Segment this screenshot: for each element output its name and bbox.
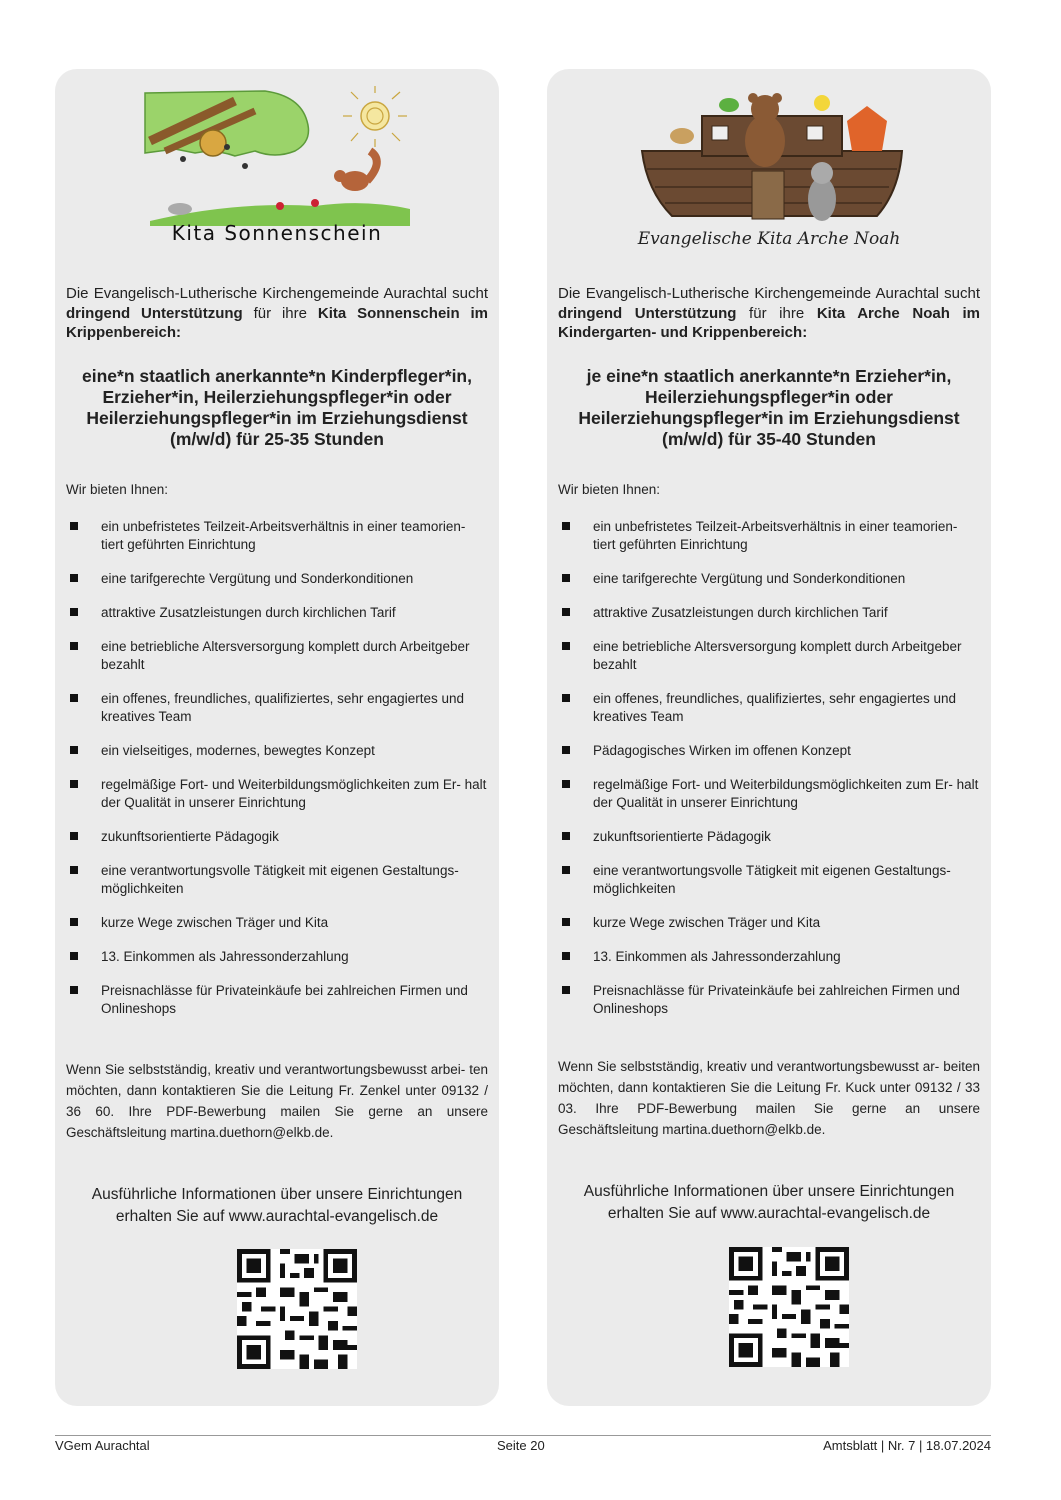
bullet-icon (70, 694, 78, 702)
list-item: Pädagogisches Wirken im offenen Konzept (558, 742, 980, 760)
list-item: eine betriebliche Altersversorgung komplett durch Arbeitgeber bezahlt (558, 638, 980, 674)
qr-code-icon[interactable] (729, 1247, 849, 1367)
bullet-icon (70, 642, 78, 650)
bullet-icon (70, 522, 78, 530)
bullet-icon (70, 866, 78, 874)
offer-intro: Wir bieten Ihnen: (66, 482, 169, 497)
list-item: kurze Wege zwischen Träger und Kita (558, 914, 980, 932)
list-item: eine verantwortungsvolle Tätigkeit mit eigenen Gestaltungs- möglichkeiten (558, 862, 980, 898)
list-item: regelmäßige Fort- und Weiterbildungsmöglichkeiten zum Er- halt der Qualität in unserer Einrichtung (558, 776, 980, 812)
footer-divider (55, 1435, 991, 1436)
closing-text: Wenn Sie selbstständig, kreativ und verantwortungsbewusst arbei- ten möchten, dann kontaktieren Sie die Leitung Fr. Zenkel unter 09132 / 36 60. Ihre PDF-Bewerbung mailen Sie gerne an unsere Geschäftsleitung martina.duethorn@elkb.de. (66, 1062, 488, 1140)
list-item: ein vielseitiges, modernes, bewegtes Konzept (66, 742, 488, 760)
bullet-icon (70, 952, 78, 960)
bullet-icon (562, 574, 570, 582)
bullet-icon (562, 780, 570, 788)
footer-issue: Amtsblatt | Nr. 7 | 18.07.2024 (823, 1438, 991, 1453)
list-item: eine tarifgerechte Vergütung und Sonderkonditionen (558, 570, 980, 588)
list-item: ein offenes, freundliches, qualifiziertes, sehr engagiertes und kreatives Team (66, 690, 488, 726)
qr-code-icon[interactable] (237, 1249, 357, 1369)
job-ad-kita-arche-noah (547, 69, 991, 1406)
info-text: Ausführliche Informationen über unsere Einrichtungen erhalten Sie auf www.aurachtal-evangelisch.de (583, 1183, 955, 1222)
list-item: eine tarifgerechte Vergütung und Sonderkonditionen (66, 570, 488, 588)
bullet-icon (562, 866, 570, 874)
job-ad-kita-sonnenschein (55, 69, 499, 1406)
offer-intro: Wir bieten Ihnen: (558, 482, 661, 497)
bullet-icon (562, 918, 570, 926)
bullet-icon (70, 574, 78, 582)
list-item: regelmäßige Fort- und Weiterbildungsmöglichkeiten zum Er- halt der Qualität in unserer Einrichtung (66, 776, 488, 812)
list-item: ein unbefristetes Teilzeit-Arbeitsverhältnis in einer teamorien- tiert geführten Einrichtung (558, 518, 980, 554)
bullet-icon (562, 608, 570, 616)
bullet-icon (562, 694, 570, 702)
bullet-icon (562, 522, 570, 530)
logo-text: Kita Sonnenschein (171, 221, 383, 245)
bullet-icon (562, 952, 570, 960)
bullet-icon (562, 986, 570, 994)
list-item: 13. Einkommen als Jahressonderzahlung (558, 948, 980, 966)
list-item: eine verantwortungsvolle Tätigkeit mit eigenen Gestaltungs- möglichkeiten (66, 862, 488, 898)
bullet-icon (562, 832, 570, 840)
list-item: ein unbefristetes Teilzeit-Arbeitsverhältnis in einer teamorien- tiert geführten Einrichtung (66, 518, 488, 554)
bullet-icon (562, 746, 570, 754)
bullet-icon (70, 780, 78, 788)
bullet-icon (562, 642, 570, 650)
bullet-icon (70, 608, 78, 616)
footer-publisher: VGem Aurachtal (55, 1438, 150, 1453)
info-text: Ausführliche Informationen über unsere Einrichtungen erhalten Sie auf www.aurachtal-evangelisch.de (91, 1186, 463, 1225)
benefit-list (66, 518, 488, 1034)
list-item: eine betriebliche Altersversorgung komplett durch Arbeitgeber bezahlt (66, 638, 488, 674)
bullet-icon (70, 746, 78, 754)
list-item: zukunftsorientierte Pädagogik (558, 828, 980, 846)
list-item: Preisnachlässe für Privateinkäufe bei zahlreichen Firmen und Onlineshops (558, 982, 980, 1018)
list-item: attraktive Zusatzleistungen durch kirchlichen Tarif (558, 604, 980, 622)
closing-text: Wenn Sie selbstständig, kreativ und verantwortungsbewusst ar- beiten möchten, dann kontaktieren Sie die Leitung Fr. Kuck unter 09132 / 33 03. Ihre PDF-Bewerbung mailen Sie gerne an unsere Geschäftsleitung martina.duethorn@elkb.de. (558, 1059, 980, 1137)
list-item: ein offenes, freundliches, qualifiziertes, sehr engagiertes und kreatives Team (558, 690, 980, 726)
list-item: Preisnachlässe für Privateinkäufe bei zahlreichen Firmen und Onlineshops (66, 982, 488, 1018)
job-headline: je eine*n staatlich anerkannte*n Erzieher*in, Heilerziehungspfleger*in oder Heilerziehungspfleger*in im Erziehungsdienst (m/w/d) für 35-40 Stunden (578, 366, 960, 449)
list-item: 13. Einkommen als Jahressonderzahlung (66, 948, 488, 966)
logo-text: Evangelische Kita Arche Noah (637, 229, 901, 249)
intro-text: Die Evangelisch-Lutherische Kirchengemeinde Aurachtal sucht dringend Unterstützung für ihre Kita Arche Noah im Kindergarten- und Krippenbereich: (558, 285, 980, 341)
list-item: kurze Wege zwischen Träger und Kita (66, 914, 488, 932)
bullet-icon (70, 918, 78, 926)
list-item: zukunftsorientierte Pädagogik (66, 828, 488, 846)
bullet-icon (70, 832, 78, 840)
job-headline: eine*n staatlich anerkannte*n Kinderpfleger*in, Erzieher*in, Heilerziehungspfleger*in oder Heilerziehungspfleger*in im Erziehungsdienst (m/w/d) für 25-35 Stunden (82, 366, 472, 449)
list-item: attraktive Zusatzleistungen durch kirchlichen Tarif (66, 604, 488, 622)
intro-text: Die Evangelisch-Lutherische Kirchengemeinde Aurachtal sucht dringend Unterstützung für ihre Kita Sonnenschein im Krippenbereich: (66, 285, 488, 341)
bullet-icon (70, 986, 78, 994)
page-number: Seite 20 (497, 1438, 545, 1453)
benefit-list (558, 518, 980, 1034)
